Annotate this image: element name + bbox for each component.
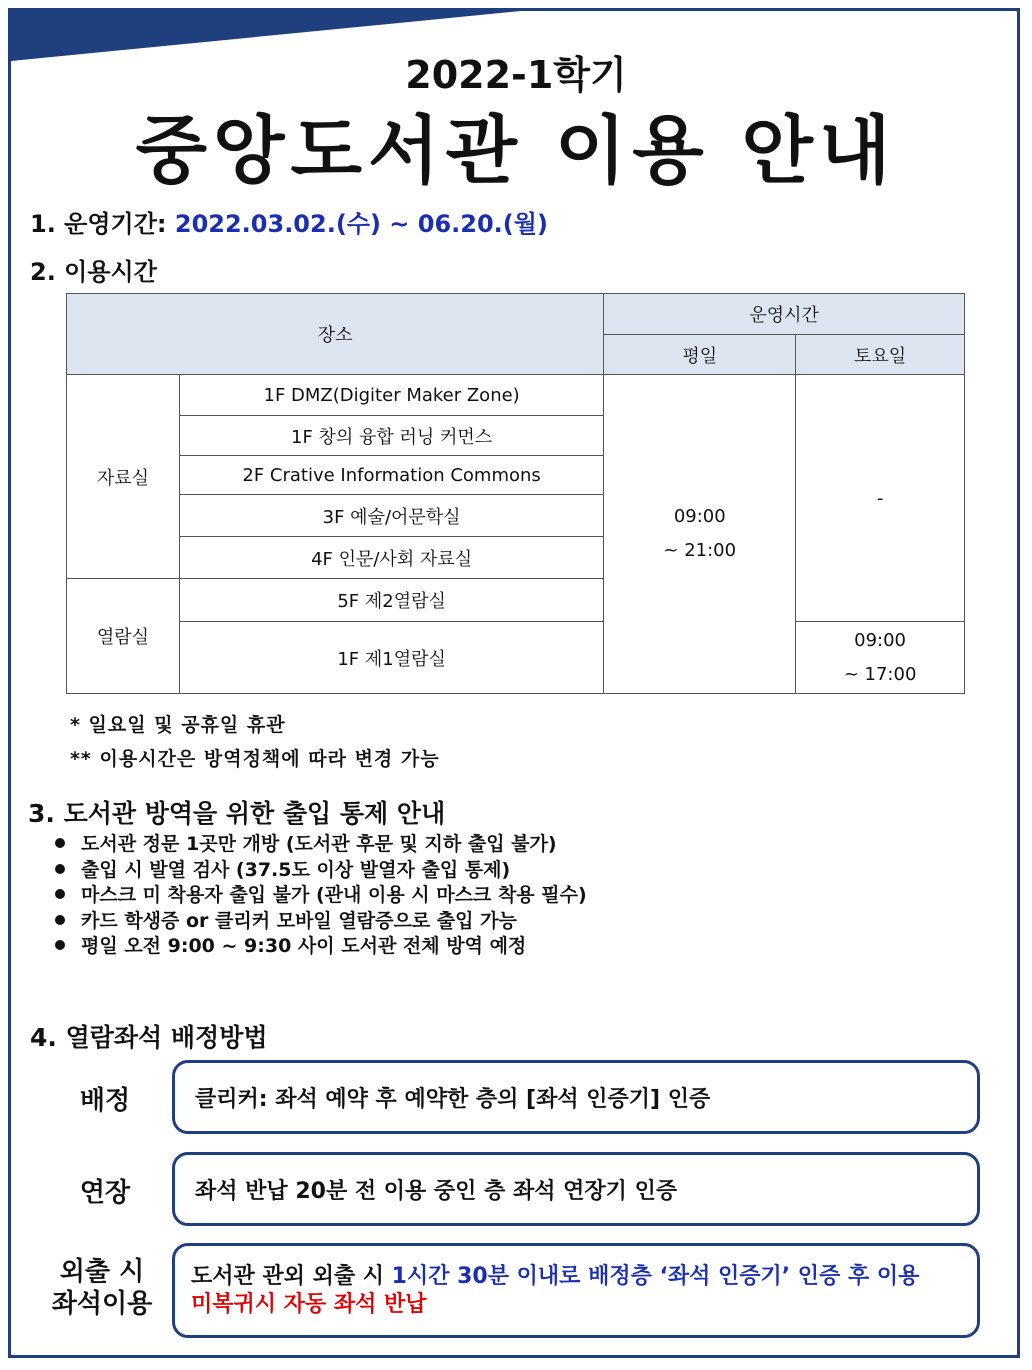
room-cell: 5F 제2열람실 xyxy=(179,579,604,622)
saturday-close: ~ 17:00 xyxy=(843,663,917,685)
header-saturday: 토요일 xyxy=(796,335,965,375)
group-reading: 열람실 xyxy=(67,579,180,694)
room-cell: 2F Crative Information Commons xyxy=(179,456,604,495)
extend-text: 좌석 반납 20분 전 이용 중인 층 좌석 연장기 인증 xyxy=(195,1178,678,1204)
room-cell: 3F 예술/어문학실 xyxy=(179,495,604,537)
section-access-control-heading: 3. 도서관 방역을 위한 출입 통제 안내 xyxy=(28,799,446,828)
extend-label: 연장 xyxy=(79,1178,131,1208)
header-hours: 운영시간 xyxy=(604,294,965,335)
semester-subtitle: 2022-1학기 xyxy=(405,53,627,97)
assign-label: 배정 xyxy=(79,1086,131,1116)
outing-text-line2: 미복귀시 자동 좌석 반납 xyxy=(191,1291,427,1317)
group-materials: 자료실 xyxy=(67,375,180,579)
operating-period-value: 2022.03.02.(수) ~ 06.20.(월) xyxy=(174,210,548,238)
section-hours-heading: 2. 이용시간 xyxy=(30,258,157,286)
saturday-open: 09:00 xyxy=(854,629,906,651)
bullet-icon xyxy=(55,838,65,848)
weekday-hours-cell xyxy=(604,375,796,694)
header-weekday: 평일 xyxy=(604,335,796,375)
note-holiday: * 일요일 및 공휴일 휴관 xyxy=(70,714,286,736)
bullet-icon xyxy=(55,889,65,899)
list-item: 마스크 미 착용자 출입 불가 (관내 이용 시 마스크 착용 필수) xyxy=(55,883,587,909)
room-cell: 4F 인문/사회 자료실 xyxy=(179,537,604,579)
room-cell: 1F 제1열람실 xyxy=(179,622,604,694)
bullet-icon xyxy=(55,864,65,874)
section-operating-period xyxy=(30,204,548,239)
list-item: 도서관 정문 1곳만 개방 (도서관 후문 및 지하 출입 불가) xyxy=(55,832,587,858)
list-item: 평일 오전 9:00 ~ 9:30 사이 도서관 전체 방역 예정 xyxy=(55,934,587,960)
assign-box xyxy=(172,1060,980,1134)
weekday-open: 09:00 xyxy=(673,506,726,527)
room-cell: 1F 창의 융합 러닝 커먼스 xyxy=(179,416,604,456)
assign-text: 클리커: 좌석 예약 후 예약한 층의 [좌석 인증기] 인증 xyxy=(195,1086,711,1112)
extend-box xyxy=(172,1152,980,1226)
saturday-hours-cell xyxy=(796,622,965,694)
outing-box xyxy=(172,1243,980,1338)
bullet-icon xyxy=(55,940,65,950)
section-seat-assignment-heading: 4. 열람좌석 배정방법 xyxy=(30,1023,268,1052)
hours-table xyxy=(66,293,965,694)
access-rules-list xyxy=(55,832,587,960)
outing-text-line1: 도서관 관외 외출 시 1시간 30분 이내로 배정층 ‘좌석 인증기’ 인증 후 이용 xyxy=(191,1263,920,1289)
operating-period-label: 1. 운영기간: xyxy=(30,210,167,238)
bullet-icon xyxy=(55,915,65,925)
page-title: 중앙도서관 이용 안내 xyxy=(135,108,897,194)
weekday-close: ~ 21:00 xyxy=(663,540,737,561)
saturday-closed: - xyxy=(796,375,965,622)
room-cell: 1F DMZ(Digiter Maker Zone) xyxy=(179,375,604,416)
header-place: 장소 xyxy=(67,294,604,375)
list-item: 카드 학생증 or 클리커 모바일 열람증으로 출입 가능 xyxy=(55,909,587,935)
list-item: 출입 시 발열 검사 (37.5도 이상 발열자 출입 통제) xyxy=(55,858,587,884)
note-policy: ** 이용시간은 방역정책에 따라 변경 가능 xyxy=(70,748,440,770)
outing-label: 외출 시 좌석이용 xyxy=(51,1257,153,1319)
